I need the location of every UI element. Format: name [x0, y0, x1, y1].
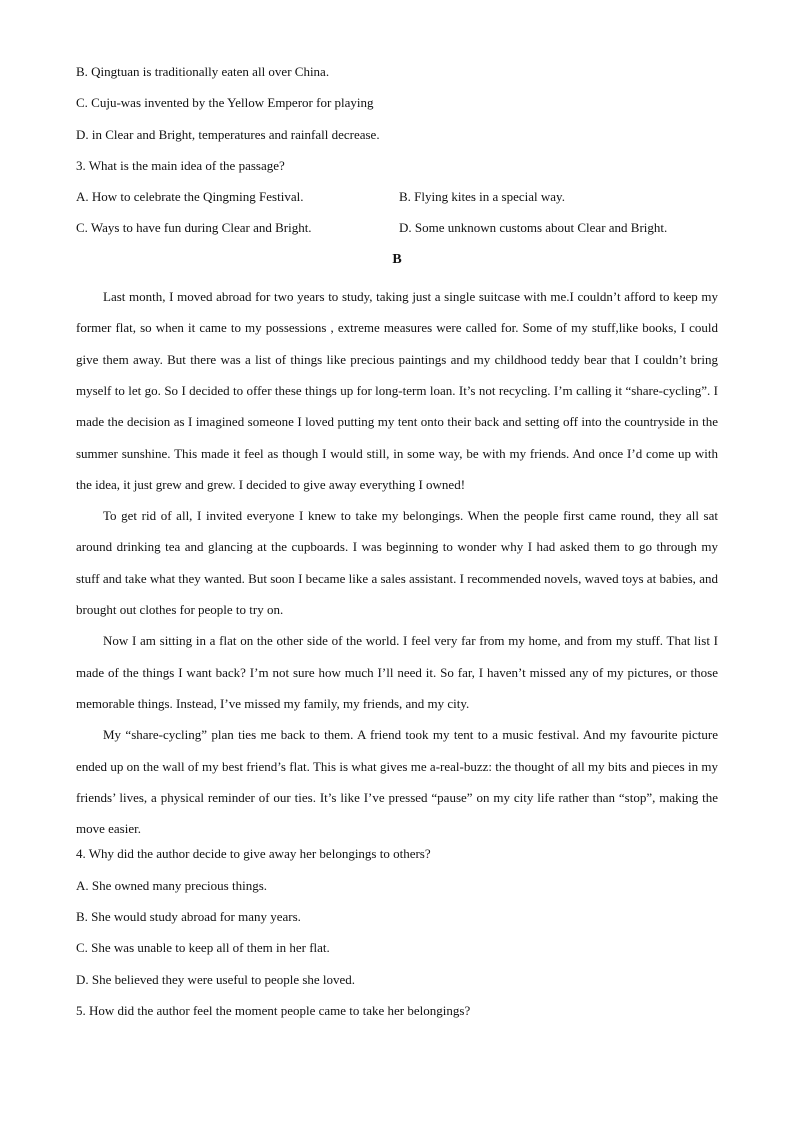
q5-question: 5. How did the author feel the moment people came to take her belongings?	[76, 1002, 471, 1018]
passage-paragraph-1: Last month, I moved abroad for two years to study, taking just a single suitcase with me.I couldn’t afford to keep my former flat, so when it came to my possessions , extreme measures were called for. Some of my stuff,like books, I could give them away. But there was a list of things like precious paintings and my childhood teddy bear that I couldn’t bring myself to let go. So I decided to offer these things up for long-term loan. It’s not recycling. I’m calling it “share-cycling”. I made the decision as I imagined someone I loved putting my tent onto their back and setting off into the countryside in the summer sunshine. This made it feel as though I would still, in some way, be with my friends. And once I’d come up with the idea, it just grew and grew. I decided to give away everything I owned!	[76, 289, 718, 492]
document-page	[76, 62, 718, 1032]
q3-options-row-2	[76, 218, 718, 249]
q2-option-d: D. in Clear and Bright, temperatures and rainfall decrease.	[76, 126, 380, 142]
q4-option-d: D. She believed they were useful to people she loved.	[76, 971, 356, 987]
q3-option-d: D. Some unknown customs about Clear and Bright.	[399, 220, 668, 236]
q4-option-a: A. She owned many precious things.	[76, 877, 268, 893]
q4-option-c: C. She was unable to keep all of them in her flat.	[76, 940, 330, 956]
q3-options-row-1	[76, 187, 718, 218]
q3-option-b: B. Flying kites in a special way.	[399, 189, 565, 205]
q3-option-a: A. How to celebrate the Qingming Festival.	[76, 189, 304, 205]
q3-option-c: C. Ways to have fun during Clear and Bright.	[76, 220, 312, 236]
passage-paragraph-3: Now I am sitting in a flat on the other side of the world. I feel very far from my home, and from my stuff. That list I made of the things I want back? I’m not sure how much I’ll need it. So far, I haven’t missed any of my pictures, or those memorable things. Instead, I’ve missed my family, my friends, and my city.	[76, 633, 718, 711]
q4-option-b: B. She would study abroad for many years.	[76, 909, 301, 925]
passage-paragraph-4: My “share-cycling” plan ties me back to them. A friend took my tent to a music festival. And my favourite picture ended up on the wall of my best friend’s flat. This is what gives me a-real-buzz: the thought of all my bits and pieces in my friends’ lives, a physical reminder of our ties. It’s like I’ve pressed “pause” on my city life rather than “stop”, making the move easier.	[76, 727, 718, 837]
q4-question: 4. Why did the author decide to give away her belongings to others?	[76, 846, 431, 862]
q2-option-b: B. Qingtuan is traditionally eaten all over China.	[76, 64, 330, 79]
section-heading: B	[392, 251, 402, 267]
q2-option-c: C. Cuju-was invented by the Yellow Emperor for playing	[76, 95, 374, 111]
passage-paragraph-2: To get rid of all, I invited everyone I knew to take my belongings. When the people first came round, they all sat around drinking tea and glancing at the cupboards. I was beginning to wonder why I had asked them to go through my stuff and take what they wanted. But soon I became like a sales assistant. I recommended novels, waved toys at babies, and brought out clothes for people to try on.	[76, 508, 718, 618]
q3-question: 3. What is the main idea of the passage?	[76, 157, 285, 173]
